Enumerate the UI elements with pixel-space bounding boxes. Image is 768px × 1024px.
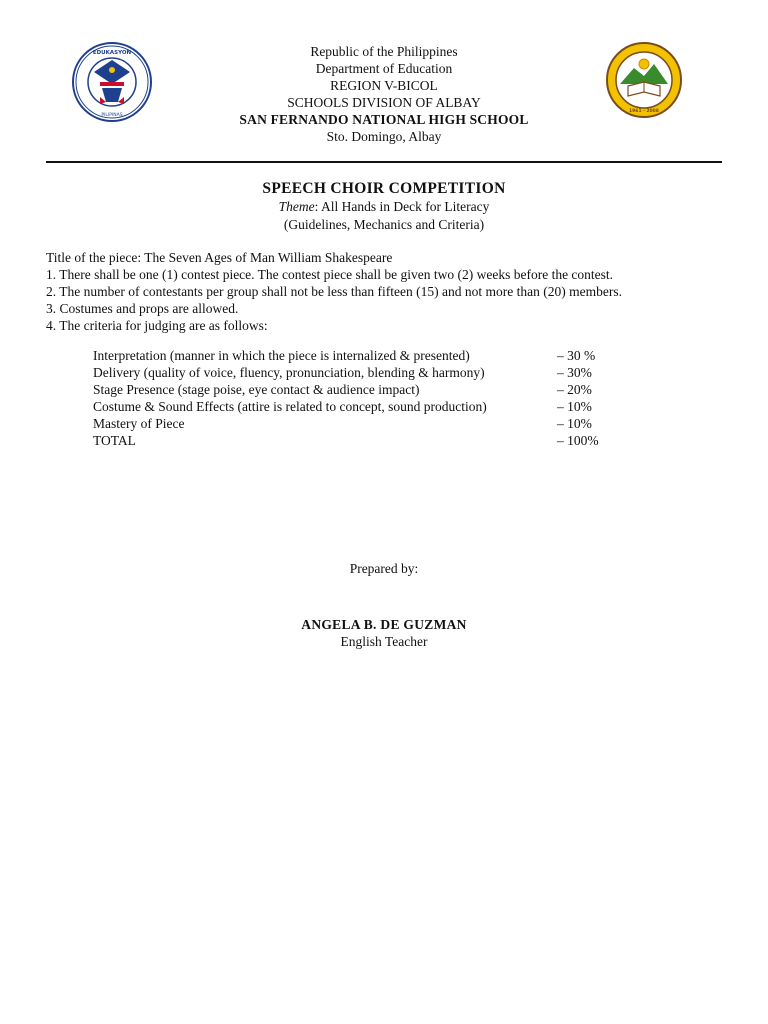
criteria-row <box>93 415 653 432</box>
guideline-item: 1. There shall be one (1) contest piece. The contest piece shall be given two (2) weeks before the contest. <box>46 267 614 282</box>
criteria-label: Interpretation (manner in which the piece is internalized & presented) <box>93 348 470 363</box>
criteria-total-row <box>93 432 653 449</box>
criteria-percent: – 30 % <box>557 348 596 363</box>
criteria-total-percent: – 100% <box>557 433 599 448</box>
letterhead-line: Republic of the Philippines <box>310 44 458 59</box>
guidelines-body <box>46 249 726 334</box>
criteria-row <box>93 398 653 415</box>
criteria-label: Costume & Sound Effects (attire is related to concept, sound production) <box>93 399 487 414</box>
school-name: SAN FERNANDO NATIONAL HIGH SCHOOL <box>239 112 529 127</box>
letterhead-line: Department of Education <box>315 61 453 76</box>
signatory-title: English Teacher <box>340 634 428 649</box>
criteria-row <box>93 381 653 398</box>
piece-title-line: Title of the piece: The Seven Ages of Man William Shakespeare <box>46 250 393 265</box>
school-address: Sto. Domingo, Albay <box>326 129 442 144</box>
criteria-total-label: TOTAL <box>93 433 136 448</box>
svg-text:EDUKASYON: EDUKASYON <box>92 50 132 56</box>
prepared-by-label: Prepared by: <box>349 561 419 576</box>
criteria-percent: – 20% <box>557 382 592 397</box>
criteria-list <box>93 347 653 449</box>
criteria-label: Mastery of Piece <box>93 416 185 431</box>
theme-label: Theme <box>278 199 315 214</box>
letterhead-line: SCHOOLS DIVISION OF ALBAY <box>287 95 481 110</box>
letterhead <box>0 43 768 145</box>
signatory-name: ANGELA B. DE GUZMAN <box>301 617 467 632</box>
criteria-row <box>93 364 653 381</box>
document-heading <box>0 180 768 234</box>
svg-text:1961 · 2008: 1961 · 2008 <box>629 109 659 114</box>
guideline-item: 3. Costumes and props are allowed. <box>46 301 239 316</box>
criteria-label: Delivery (quality of voice, fluency, pronunciation, blending & harmony) <box>93 365 485 380</box>
criteria-percent: – 10% <box>557 416 592 431</box>
criteria-percent: – 10% <box>557 399 592 414</box>
criteria-percent: – 30% <box>557 365 592 380</box>
guideline-item: 2. The number of contestants per group shall not be less than fifteen (15) and not more than (20) members. <box>46 284 622 299</box>
document-subtitle: (Guidelines, Mechanics and Criteria) <box>283 217 485 232</box>
document-title: SPEECH CHOIR COMPETITION <box>262 180 506 197</box>
document-theme <box>0 198 768 216</box>
svg-text:PILIPINAS: PILIPINAS <box>101 113 123 118</box>
guideline-item: 4. The criteria for judging are as follows: <box>46 318 268 333</box>
criteria-label: Stage Presence (stage poise, eye contact & audience impact) <box>93 382 420 397</box>
criteria-row <box>93 347 653 364</box>
theme-text: : All Hands in Deck for Literacy <box>314 199 490 214</box>
letterhead-line: REGION V-BICOL <box>330 78 438 93</box>
signature-block <box>0 616 768 650</box>
header-divider <box>46 161 722 163</box>
